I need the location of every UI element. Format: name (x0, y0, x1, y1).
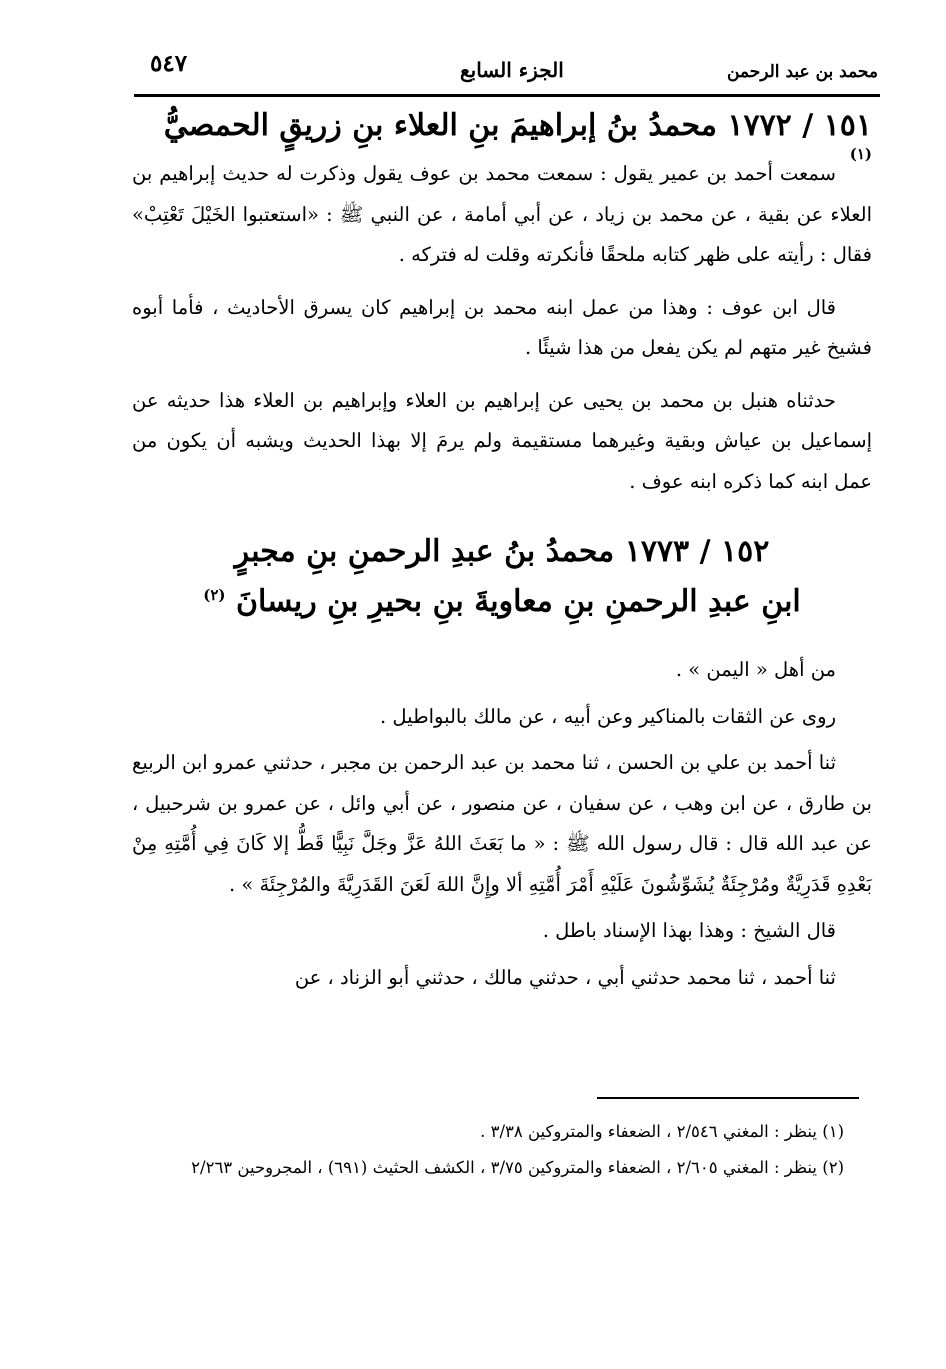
entry-heading-text: ١٥١ / ١٧٧٢ محمدُ بنُ إبراهيمَ بنِ العلاء بنِ زريقٍ الحمصيُّ (163, 108, 872, 143)
paragraph: روى عن الثقات بالمناكير وعن أبيه ، عن مالك بالبواطيل . (380, 704, 836, 728)
page-number: ٥٤٧ (150, 50, 188, 77)
footnote-ref-2: (٢) (203, 586, 226, 604)
paragraph: من أهل « اليمن » . (675, 658, 836, 681)
footnote-1: (١) ينظر : المغني ٢/٥٤٦ ، الضعفاء والمتروكين ٣/٣٨ . (480, 1122, 844, 1141)
paragraph: قال ابن عوف : وهذا من عمل ابنه محمد بن إبراهيم كان يسرق الأحاديث ، فأما أبوه فشيخ غير متهم لم يكن يفعل من هذا شيئًا . (132, 295, 872, 359)
footnote-ref-1: (١) (849, 145, 872, 163)
header-rule (134, 94, 880, 97)
footnotes (132, 1114, 872, 1186)
entry-heading-1773-line1: ١٥٢ / ١٧٧٣ محمدُ بنُ عبدِ الرحمنِ بنِ مجبرٍ (234, 534, 770, 569)
entry-heading-text: ابنِ عبدِ الرحمنِ بنِ معاويةَ بنِ بحيرِ بنِ ريسانَ (235, 584, 801, 619)
paragraph: سمعت أحمد بن عمير يقول : سمعت محمد بن عوف يقول وذكرت له حديث إبراهيم بن العلاء عن بقية ، عن محمد بن زياد ، عن أبي أمامة ، عن النبي ﷺ : «استعتبوا الخَيْلَ تَعْتِبْ» فقال : رأيته على ظهر كتابه ملحقًا فأنكرته وقلت له فتركه . (132, 162, 872, 266)
paragraph: قال الشيخ : وهذا بهذا الإسناد باطل . (542, 919, 836, 942)
paragraph: ثنا أحمد ، ثنا محمد حدثني أبي ، حدثني مالك ، حدثني أبو الزناد ، عن (294, 965, 836, 989)
entry-heading-1773-line2 (132, 584, 872, 619)
book-title: محمد بن عبد الرحمن (726, 62, 878, 82)
entry-body-1773 (132, 650, 872, 998)
paragraph: ثنا أحمد بن علي بن الحسن ، ثنا محمد بن عبد الرحمن بن مجبر ، حدثني عمرو ابن الربيع بن طارق ، عن ابن وهب ، عن سفيان ، عن منصور ، عن أبي وائل ، عن عمرو بن شرحبيل ، عن عبد الله قال : قال رسول الله ﷺ : « ما بَعَثَ اللهُ عَزَّ وجَلَّ نَبِيًّا قَطُّ إلا كَانَ فِي أُمَّتِهِ مِنْ بَعْدِهِ قَدَرِيَّةٌ ومُرْجِئَةٌ يُشَوِّشُونَ عَلَيْهِ أَمْرَ أُمَّتِهِ ألا وإِنَّ اللهَ لَعَنَ القَدَرِيَّةَ والمُرْجِئَةَ » . (132, 751, 872, 896)
footnote-rule (597, 1097, 859, 1099)
entry-body-1772 (132, 154, 872, 502)
paragraph: حدثناه هنبل بن محمد بن يحيى عن إبراهيم بن العلاء وإبراهيم بن العلاء هذا حديثه عن إسماعيل بن عياش وبقية وغيرهما مستقيمة ولم يرمَ إلا بهذا الحديث ويشبه أن يكون من عمل ابنه كما ذكره ابنه عوف . (132, 388, 873, 493)
part-label: الجزء السابع (460, 58, 564, 82)
running-header (140, 48, 878, 88)
footnote-2: (٢) ينظر : المغني ٢/٦٠٥ ، الضعفاء والمتروكين ٣/٧٥ ، الكشف الحثيث (٦٩١) ، المجروحين ٢/٢٦٣ (191, 1158, 844, 1177)
